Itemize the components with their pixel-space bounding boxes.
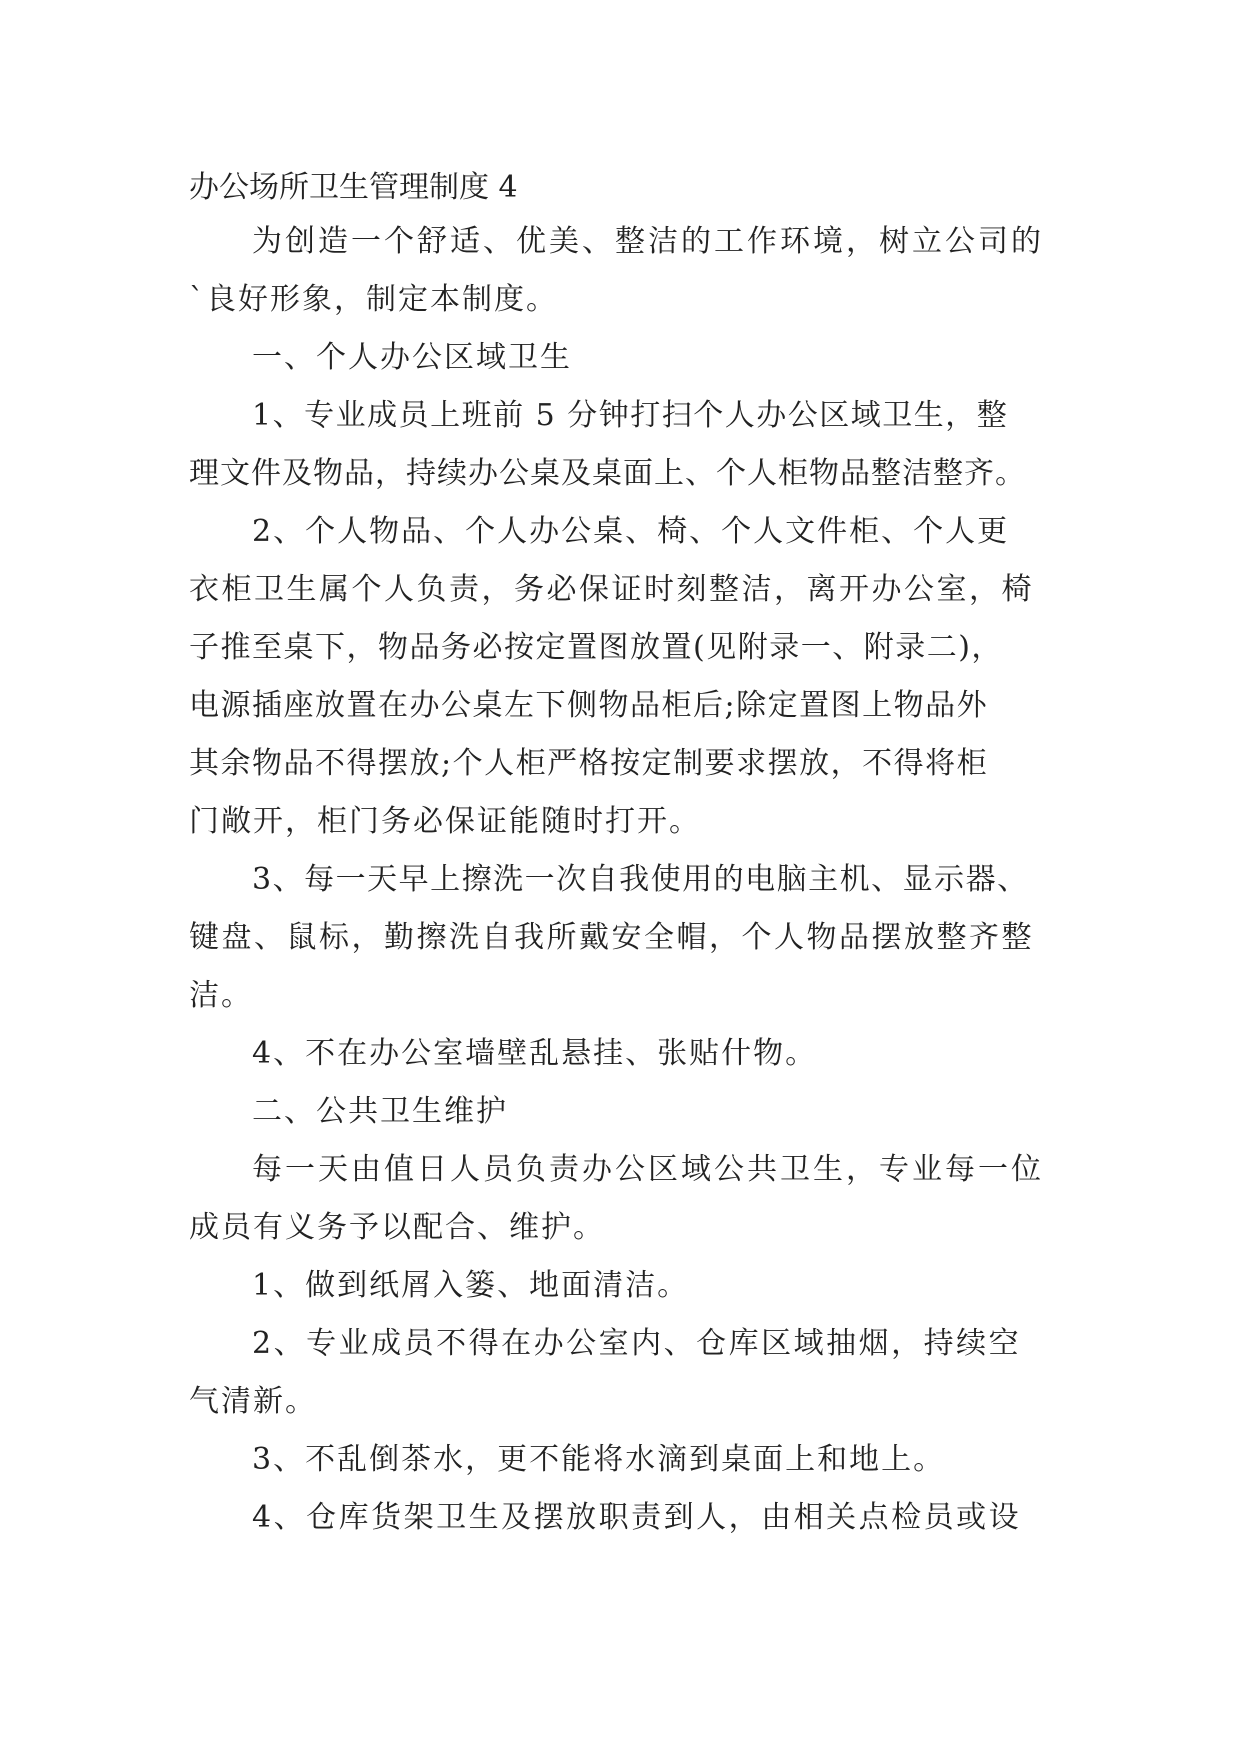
paragraph-line: 电源插座放置在办公桌左下侧物品柜后;除定置图上物品外 bbox=[189, 688, 989, 723]
paragraph-line: 3、不乱倒茶水，更不能将水滴到桌面上和地上。 bbox=[252, 1442, 946, 1477]
paragraph-line: 1、做到纸屑入篓、地面清洁。 bbox=[252, 1268, 690, 1303]
paragraph-line: 衣柜卫生属个人负责，务必保证时刻整洁，离开办公室，椅 bbox=[189, 572, 1034, 607]
paragraph-line: 3、每一天早上擦洗一次自我使用的电脑主机、显示器、 bbox=[252, 862, 1029, 897]
paragraph-line: `良好形象，制定本制度。 bbox=[189, 282, 558, 317]
section-heading: 一、个人办公区域卫生 bbox=[252, 340, 572, 375]
paragraph-line: 成员有义务予以配合、维护。 bbox=[189, 1210, 605, 1245]
paragraph-line: 4、不在办公室墙壁乱悬挂、张贴什物。 bbox=[252, 1036, 818, 1071]
paragraph-line: 洁。 bbox=[189, 978, 253, 1013]
paragraph-line: 2、专业成员不得在办公室内、仓库区域抽烟，持续空 bbox=[252, 1326, 1022, 1361]
document-title: 办公场所卫生管理制度 4 bbox=[189, 170, 518, 205]
section-heading: 二、公共卫生维护 bbox=[252, 1094, 508, 1129]
paragraph-line: 气清新。 bbox=[189, 1384, 317, 1419]
paragraph-line: 理文件及物品，持续办公桌及桌面上、个人柜物品整洁整齐。 bbox=[189, 456, 1026, 491]
paragraph-line: 为创造一个舒适、优美、整洁的工作环境，树立公司的 bbox=[252, 224, 1044, 259]
paragraph-line: 门敞开，柜门务必保证能随时打开。 bbox=[189, 804, 701, 839]
paragraph-line: 2、个人物品、个人办公桌、椅、个人文件柜、个人更 bbox=[252, 514, 1010, 549]
paragraph-line: 键盘、鼠标，勤擦洗自我所戴安全帽，个人物品摆放整齐整 bbox=[189, 920, 1034, 955]
paragraph-line: 其余物品不得摆放;个人柜严格按定制要求摆放，不得将柜 bbox=[189, 746, 989, 781]
paragraph-line: 子推至桌下，物品务必按定置图放置(见附录一、附录二)， bbox=[189, 630, 1003, 665]
paragraph-line: 1、专业成员上班前 5 分钟打扫个人办公区域卫生，整 bbox=[252, 398, 1009, 433]
paragraph-line: 每一天由值日人员负责办公区域公共卫生，专业每一位 bbox=[252, 1152, 1044, 1187]
paragraph-line: 4、仓库货架卫生及摆放职责到人，由相关点检员或设 bbox=[252, 1500, 1022, 1535]
